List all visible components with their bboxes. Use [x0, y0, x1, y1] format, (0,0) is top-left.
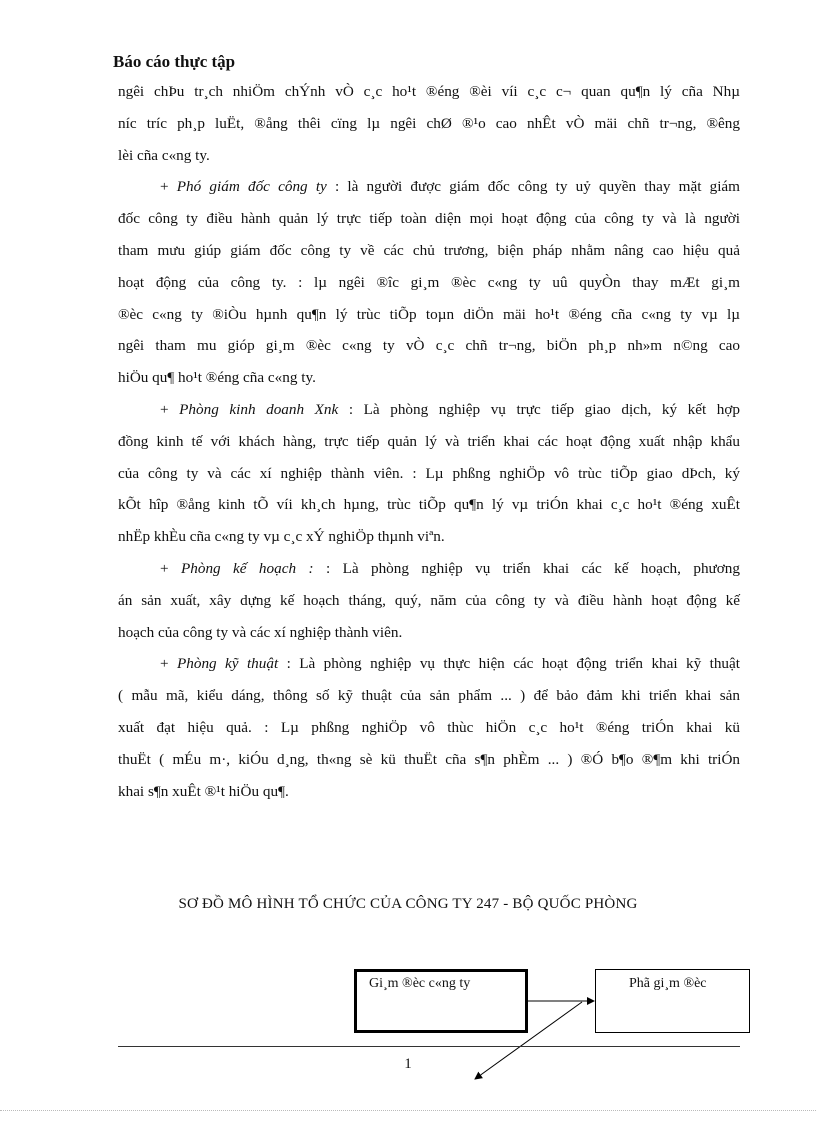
heading-technical-dept: Phòng kỹ thuật — [176, 655, 279, 673]
text-line: khai s¶n xuÊt ®¹t hiÖu qu¶. — [118, 782, 289, 800]
paragraph-business-dept — [118, 394, 740, 426]
paragraph-planning-dept — [118, 553, 740, 585]
footer-rule — [118, 1046, 740, 1047]
text-line: ( mẫu mã, kiểu dáng, thông số kỹ thuật của sản phẩm ... ) để bảo đảm khi triển khai sản — [118, 687, 740, 705]
text-line: hoạt động của công ty. : lµ ngêi ®îc gi¸m ®èc c«ng ty uû quyÒn thay mÆt gi¸m — [118, 273, 740, 291]
text-run: : Là phòng nghiệp vụ triển khai các kế hoạch, phương — [313, 559, 740, 577]
text-line: xuất đạt hiệu quả. : Lµ phßng nghiÖp vô thùc hiÖn c¸c ho¹t ®éng triÓn khai kü — [118, 718, 740, 736]
body-text — [118, 76, 740, 807]
text-run: : Là phòng nghiệp vụ thực hiện các hoạt động triển khai kỹ thuật — [278, 655, 740, 673]
text-line: lèi cña c«ng ty. — [118, 146, 210, 164]
bullet: + — [160, 559, 181, 577]
text-line: níc tríc ph¸p luËt, ®ång thêi cïng lµ ngêi chØ ®¹o cao nhÊt vÒ mäi chñ tr¬ng, ®êng — [118, 114, 740, 132]
text-run: : là người được giám đốc công ty uỷ quyền thay mặt giám — [326, 178, 740, 196]
heading-business-dept: Phòng kinh doanh Xnk — [179, 400, 339, 418]
page-number: 1 — [404, 1056, 412, 1072]
org-box-deputy-director — [595, 969, 750, 1033]
text-line: thuËt ( mÉu m·, kiÓu d¸ng, th«ng sè kü thuËt cña s¶n phÈm ... ) ®Ó b¶o ®¶m khi triÓn — [118, 750, 740, 768]
text-line: đồng kinh tế với khách hàng, trực tiếp quản lý và triển khai các hoạt động xuất nhập khẩu — [118, 432, 740, 450]
paragraph-deputy-director — [118, 171, 740, 203]
text-line: tham mưu giúp giám đốc công ty về các chủ trương, biện pháp nhằm nâng cao hiệu quả — [118, 241, 740, 259]
text-line: ®èc c«ng ty ®iÒu hµnh qu¶n lý trùc tiÕp toµn diÖn mäi ho¹t ®éng cña c«ng ty vµ lµ — [118, 305, 740, 323]
org-box-label: Gi¸m ®èc c«ng ty — [369, 976, 471, 991]
text-line: hiÖu qu¶ ho¹t ®éng cña c«ng ty. — [118, 369, 316, 387]
bullet: + — [160, 655, 177, 673]
text-run: : Là phòng nghiệp vụ trực tiếp giao dịch, ký kết hợp — [338, 400, 740, 418]
text-line: ngêi tham mu gióp gi¸m ®èc c«ng ty vÒ c¸c chñ tr¬ng, biÖn ph¸p nh»m n©ng cao — [118, 337, 740, 355]
heading-planning-dept: Phòng kế hoạch : — [180, 559, 314, 577]
page-bottom-dotted-line — [0, 1110, 816, 1111]
bullet: + — [160, 400, 180, 418]
text-line: án sản xuất, xây dựng kế hoạch tháng, quý, năm của công ty và điều hành hoạt động kế — [118, 591, 740, 609]
paragraph-technical-dept — [118, 648, 740, 680]
org-box-label: Phã gi¸m ®èc — [629, 976, 707, 991]
bullet: + — [160, 178, 177, 196]
diagram-title: SƠ ĐỒ MÔ HÌNH TỔ CHỨC CỦA CÔNG TY 247 - BỘ QUỐC PHÒNG — [178, 896, 638, 912]
report-header: Báo cáo thực tập — [113, 52, 236, 71]
org-box-director — [354, 969, 528, 1033]
text-line: của công ty và các xí nghiệp thành viên. : Lµ phßng nghiÖp vô trùc tiÕp giao dÞch, ký — [118, 464, 740, 482]
heading-deputy-director: Phó giám đốc công ty — [176, 178, 327, 196]
text-line: nhËp khÈu cña c«ng ty vµ c¸c xÝ nghiÖp thµnh viªn. — [118, 528, 445, 546]
text-line: ngêi chÞu tr¸ch nhiÖm chÝnh vÒ c¸c ho¹t ®éng ®èi víi c¸c c¬ quan qu¶n lý cña Nhµ — [118, 83, 740, 100]
text-line: kÕt hîp ®ång kinh tÕ víi kh¸ch hµng, trùc tiÕp qu¶n lý vµ triÓn khai c¸c ho¹t ®éng xuÊt — [118, 496, 740, 514]
text-line: đốc công ty điều hành quản lý trực tiếp toàn diện mọi hoạt động của công ty và là người — [118, 210, 740, 228]
text-line: hoạch của công ty và các xí nghiệp thành viên. — [118, 623, 403, 641]
